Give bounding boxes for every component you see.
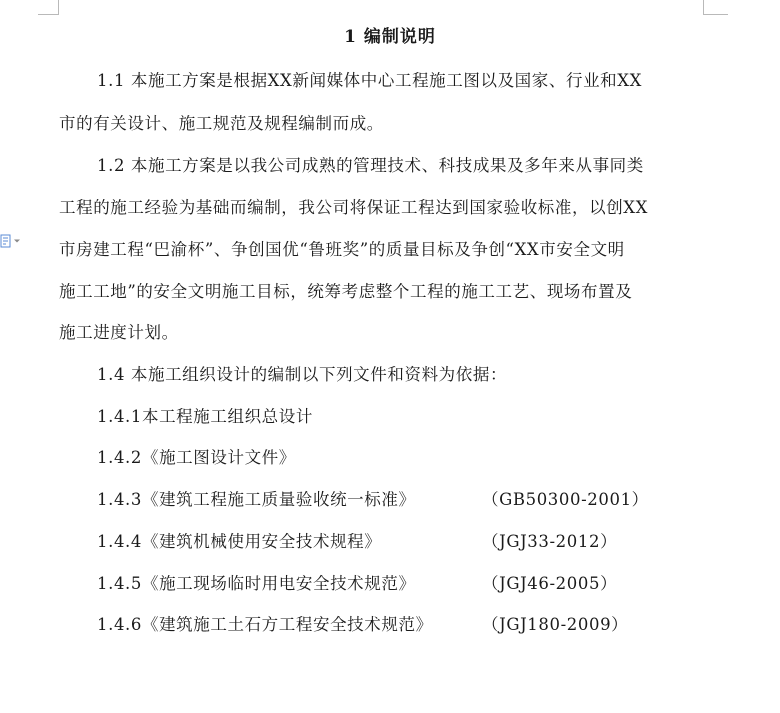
- reference-item: 1.4.4《建筑机械使用安全技术规程》: [97, 532, 382, 551]
- reference-item: 1.4.6《建筑施工土石方工程安全技术规范》: [97, 615, 433, 634]
- outline-nav-icon: [0, 234, 12, 248]
- paragraph-2-line-2: 工程的施工经验为基础而编制，我公司将保证工程达到国家验收标准，以创XX: [59, 198, 648, 217]
- paragraph-2-line-4: 施工工地”的安全文明施工目标，统筹考虑整个工程的施工工艺、现场布置及: [59, 282, 633, 301]
- reference-item: 1.4.5《施工现场临时用电安全技术规范》: [97, 574, 416, 593]
- chevron-down-icon: [14, 238, 20, 244]
- reference-code: （JGJ33-2012）: [482, 532, 618, 551]
- section-title: 1 编制说明: [344, 27, 436, 47]
- reference-item: 1.4.3《建筑工程施工质量验收统一标准》: [97, 490, 416, 509]
- reference-item: 1.4.1本工程施工组织总设计: [97, 407, 313, 426]
- crop-mark-top-right: [703, 0, 728, 15]
- reference-item: 1.4.2《施工图设计文件》: [97, 448, 296, 467]
- paragraph-1-line-2: 市的有关设计、施工规范及规程编制而成。: [59, 114, 384, 133]
- paragraph-2-line-3: 市房建工程“巴渝杯”、争创国优“鲁班奖”的质量目标及争创“XX市安全文明: [59, 240, 625, 259]
- paragraph-2-line-1: 1.2 本施工方案是以我公司成熟的管理技术、科技成果及多年来从事同类: [97, 156, 644, 175]
- paragraph-2-line-5: 施工进度计划。: [59, 323, 179, 342]
- outline-nav-button[interactable]: [0, 233, 22, 249]
- reference-code: （GB50300-2001）: [482, 490, 649, 509]
- reference-code: （JGJ46-2005）: [482, 574, 618, 593]
- paragraph-3: 1.4 本施工组织设计的编制以下列文件和资料为依据：: [97, 365, 508, 384]
- crop-mark-top-left: [38, 0, 59, 15]
- reference-code: （JGJ180-2009）: [482, 615, 629, 634]
- paragraph-1-line-1: 1.1 本施工方案是根据XX新闻媒体中心工程施工图以及国家、行业和XX: [97, 71, 642, 90]
